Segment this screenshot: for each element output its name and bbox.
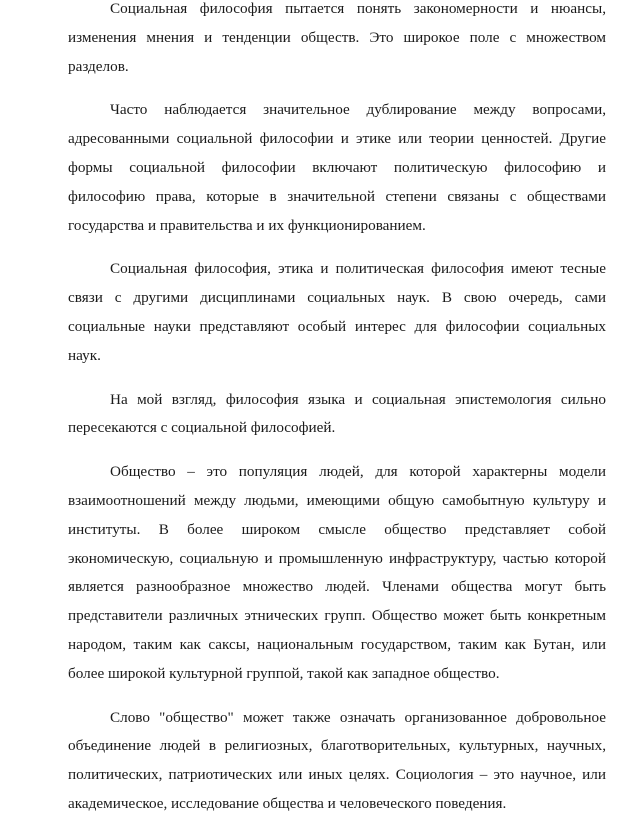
paragraph-society-definition: Общество – это популяция людей, для которой характерны модели взаимоотношений между людьми, имеющими общую самобытную культуру и институты. В более широком смысле общество представляет собой экономическую, социальную и промышленную инфраструктуру, частью которой является разнообразное множество людей. Членами общества могут быть представители различных этнических групп. Общество может быть конкретным народом, таким как саксы, национальным государством, таким как Бутан, или более широкой культурной группой, такой как западное общество. <box>68 463 606 682</box>
paragraph-social-sciences: Социальная философия, этика и политическая философия имеют тесные связи с другими дисциплинами социальных наук. В свою очередь, сами социальные науки представляют особый интерес для философии социальных наук. <box>68 260 606 364</box>
paragraph-ethics-overlap: Часто наблюдается значительное дублирование между вопросами, адресованными социальной философии и этике или теории ценностей. Другие формы социальной философии включают политическую философию и философию права, которые в значительной степени связаны с обществами государства и правительства и их функционированием. <box>68 101 606 234</box>
paragraph-language-epistemology: На мой взгляд, философия языка и социальная эпистемология сильно пересекаются с социальной философией. <box>68 390 606 437</box>
paragraph-social-philosophy-intro: Социальная философия пытается понять закономерности и нюансы, изменения мнения и тенденции обществ. Это широкое поле с множеством разделов. <box>68 0 606 75</box>
paragraph-society-word: Слово "общество" может также означать организованное добровольное объединение людей в религиозных, благотворительных, культурных, научных, политических, патриотических или иных целях. Социология – это научное, или академическое, исследование общества и человеческого поведения. <box>68 708 606 812</box>
